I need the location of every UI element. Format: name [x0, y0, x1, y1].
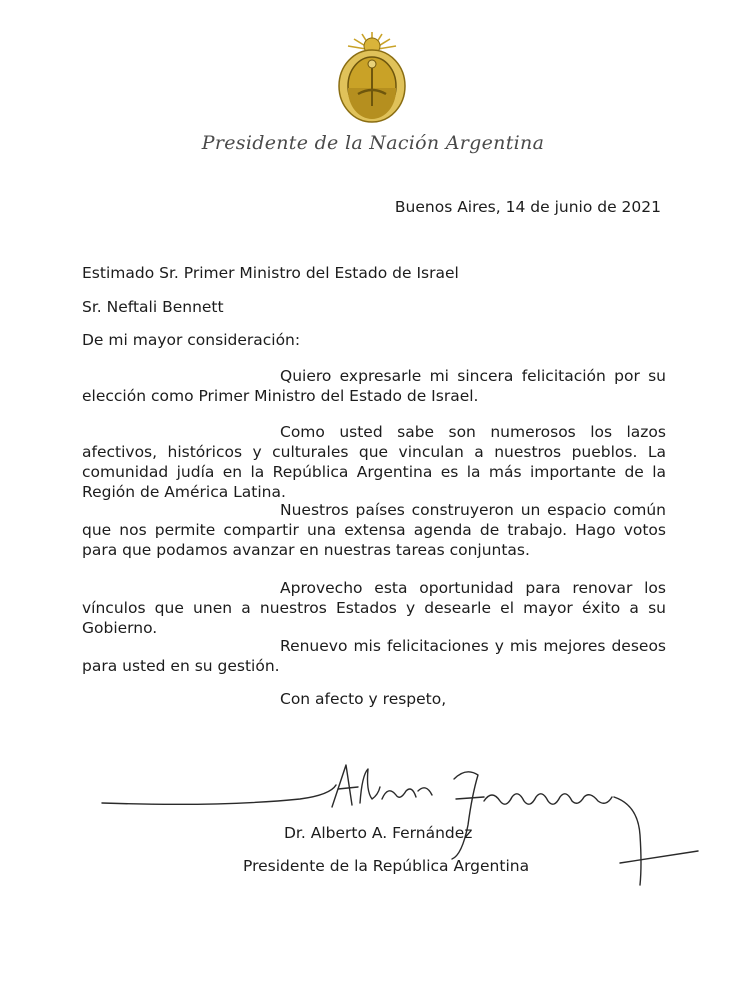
letterhead-title: Presidente de la Nación Argentina	[201, 132, 545, 154]
greeting: De mi mayor consideración:	[82, 331, 301, 349]
letter-date: Buenos Aires, 14 de junio de 2021	[394, 198, 661, 216]
body-paragraph-4: Aprovecho esta oportunidad para renovar los vínculos que unen a nuestros Estados y desearle el mayor éxito a su Gobierno.	[82, 579, 666, 637]
body-paragraph-1: Quiero expresarle mi sincera felicitación por su elección como Primer Ministro del Estado de Israel.	[82, 367, 666, 405]
closing-salutation: Con afecto y respeto,	[280, 690, 447, 708]
addressee-title: Estimado Sr. Primer Ministro del Estado de Israel	[82, 264, 459, 282]
body-paragraph-5: Renuevo mis felicitaciones y mis mejores deseos para usted en su gestión.	[82, 637, 666, 675]
coat-of-arms-seal	[334, 28, 410, 124]
signer-name: Dr. Alberto A. Fernández	[284, 824, 473, 842]
body-paragraph-3: Nuestros países construyeron un espacio común que nos permite compartir una extensa agenda de trabajo. Hago votos para que podamos avanzar en nuestras tareas conjuntas.	[82, 501, 666, 559]
signer-title: Presidente de la República Argentina	[243, 857, 530, 875]
addressee-name: Sr. Neftali Bennett	[82, 298, 224, 316]
body-paragraph-2: Como usted sabe son numerosos los lazos afectivos, históricos y culturales que vinculan a nuestros pueblos. La comunidad judía en la República Argentina es la más importante de la Región de América Latina.	[82, 423, 666, 501]
